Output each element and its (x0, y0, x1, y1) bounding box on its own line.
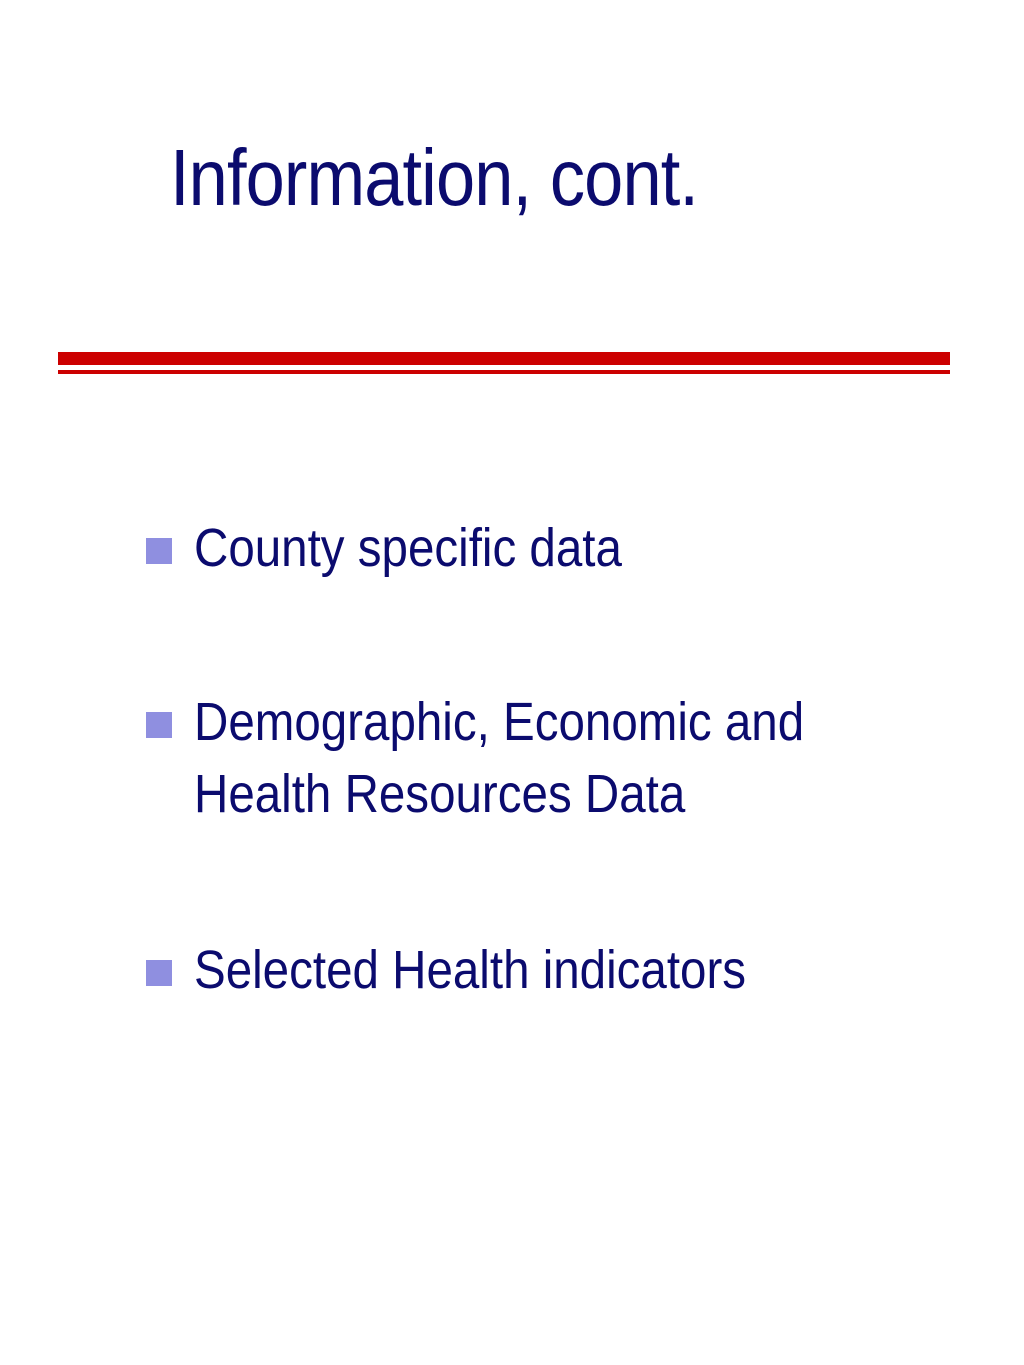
square-bullet-icon (146, 960, 172, 986)
bullet-text (194, 512, 622, 584)
bullet-line: Selected Health indicators (194, 940, 747, 1000)
bullet-line: Demographic, Economic and (194, 692, 805, 752)
title-underline-thick (58, 352, 950, 365)
slide-title: Information, cont. (170, 133, 699, 222)
bullet-line: County specific data (194, 518, 622, 578)
title-underline-thin (58, 370, 950, 374)
bullet-text (194, 686, 804, 830)
bullet-line: Health Resources Data (194, 764, 686, 824)
square-bullet-icon (146, 538, 172, 564)
square-bullet-icon (146, 712, 172, 738)
bullet-text (194, 934, 746, 1006)
